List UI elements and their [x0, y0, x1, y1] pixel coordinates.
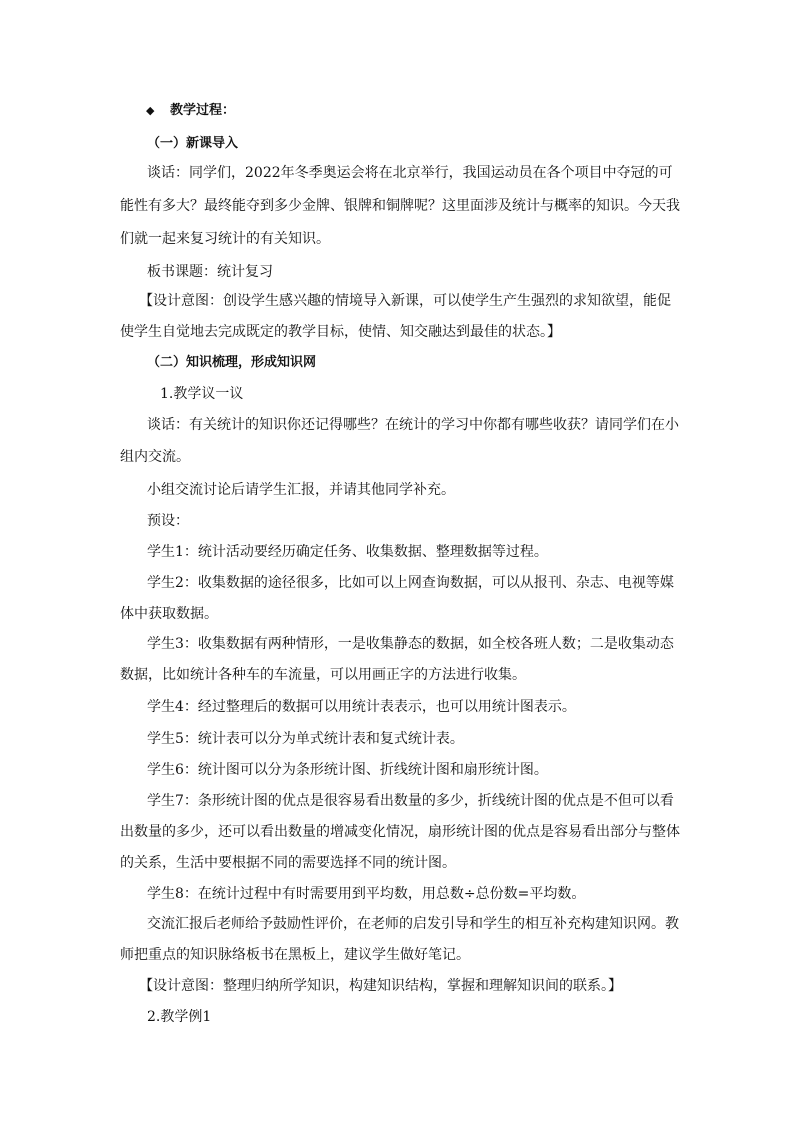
student-2-line-2: 体中获取数据。 — [120, 606, 218, 622]
talk-line-1: 谈话：有关统计的知识你还记得哪些？在统计的学习中你都有哪些收获？请同学们在小 — [147, 417, 679, 433]
part1-heading: （一）新课导入 — [147, 136, 239, 151]
sub-heading-2: 2.教学例1 — [147, 1009, 212, 1025]
student-2-line-1: 学生2：收集数据的途径很多，比如可以上网查询数据，可以从报刊、杂志、电视等媒 — [147, 575, 674, 591]
student-7-line-2: 出数量的多少，还可以看出数量的增减变化情况，扇形统计图的优点是容易看出部分与整体 — [120, 824, 680, 840]
intro-line-3: 们就一起来复习统计的有关知识。 — [120, 231, 330, 247]
diamond-bullet-icon: ◆ — [146, 104, 155, 117]
design-intent-line-2: 使学生自觉地去完成既定的教学目标，使情、知交融达到最佳的状态。】 — [120, 324, 561, 340]
student-6: 学生6：统计图可以分为条形统计图、折线统计图和扇形统计图。 — [147, 762, 548, 778]
student-3-line-1: 学生3：收集数据有两种情形，一是收集静态的数据，如全校各班人数；二是收集动态 — [147, 636, 674, 652]
summary-line-1: 交流汇报后老师给予鼓励性评价，在老师的启发引导和学生的相互补充构建知识网。教 — [147, 916, 679, 932]
group-report: 小组交流讨论后请学生汇报，并请其他同学补充。 — [147, 482, 455, 498]
student-7-line-3: 的关系，生活中要根据不同的需要选择不同的统计图。 — [120, 855, 456, 871]
student-5: 学生5：统计表可以分为单式统计表和复式统计表。 — [147, 731, 464, 747]
student-3-line-2: 数据，比如统计各种车的车流量，可以用画正字的方法进行收集。 — [120, 667, 526, 683]
talk-line-2: 组内交流。 — [120, 449, 190, 465]
intro-line-2: 能性有多大？最终能夺到多少金牌、银牌和铜牌呢？这里面涉及统计与概率的知识。今天我 — [120, 198, 680, 214]
design-intent-line-1: 【设计意图：创设学生感兴趣的情境导入新课，可以使学生产生强烈的求知欲望，能促 — [139, 293, 671, 309]
sub-heading-1: 1.教学议一议 — [160, 386, 244, 402]
board-title: 板书课题：统计复习 — [147, 264, 273, 280]
student-7-line-1: 学生7：条形统计图的优点是很容易看出数量的多少，折线统计图的优点是不但可以看 — [147, 793, 674, 809]
student-1: 学生1：统计活动要经历确定任务、收集数据、整理数据等过程。 — [147, 544, 548, 560]
student-4: 学生4：经过整理后的数据可以用统计表表示，也可以用统计图表示。 — [147, 699, 576, 715]
part2-heading: （二）知识梳理，形成知识网 — [147, 355, 317, 370]
preset-label: 预设： — [147, 513, 189, 529]
summary-line-2: 师把重点的知识脉络板书在黑板上，建议学生做好笔记。 — [120, 947, 470, 963]
student-8: 学生8：在统计过程中有时需要用到平均数，用总数÷总份数=平均数。 — [147, 886, 586, 902]
intro-line-1: 谈话：同学们，2022年冬季奥运会将在北京举行，我国运动员在各个项目中夺冠的可 — [147, 165, 673, 181]
section-title: 教学过程： — [170, 103, 236, 118]
design-intent-2: 【设计意图：整理归纳所学知识，构建知识结构，掌握和理解知识间的联系。】 — [139, 978, 622, 994]
